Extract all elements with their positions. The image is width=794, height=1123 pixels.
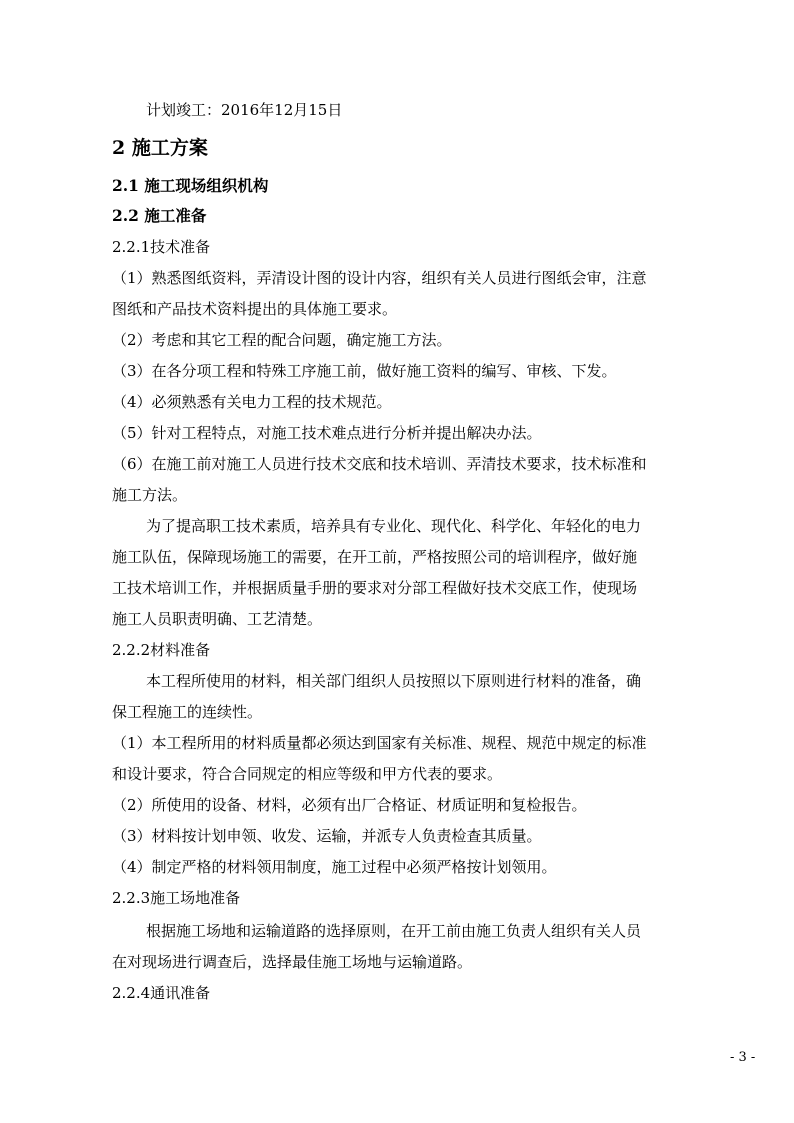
paragraph-line: 为了提高职工技术素质，培养具有专业化、现代化、科学化、年轻化的电力 [146,517,642,535]
section-2-2-4-heading: 2.2.4通讯准备 [112,984,211,1002]
section-2-2-3-heading: 2.2.3施工场地准备 [112,889,241,907]
list-item: 施工方法。 [112,486,188,504]
paragraph-line: 施工队伍，保障现场施工的需要，在开工前，严格按照公司的培训程序，做好施 [112,548,638,566]
list-item: （2）所使用的设备、材料，必须有出厂合格证、材质证明和复检报告。 [112,796,587,814]
list-item: （3）在各分项工程和特殊工序施工前，做好施工资料的编写、审核、下发。 [112,362,617,380]
list-item: （3）材料按计划申领、收发、运输，并派专人负责检查其质量。 [112,827,542,845]
list-item: （1）熟悉图纸资料，弄清设计图的设计内容，组织有关人员进行图纸会审，注意 [112,269,647,287]
paragraph-line: 根据施工场地和运输道路的选择原则，在开工前由施工负责人组织有关人员 [146,922,642,940]
page-number: - 3 - [730,1050,756,1065]
section-2-heading: 2 施工方案 [112,137,208,159]
section-2-2-2-heading: 2.2.2材料准备 [112,641,211,659]
paragraph-line: 本工程所使用的材料，相关部门组织人员按照以下原则进行材料的准备，确 [146,672,642,690]
list-item: （2）考虑和其它工程的配合问题，确定施工方法。 [112,331,452,349]
list-item: （4）制定严格的材料领用制度，施工过程中必须严格按计划领用。 [112,858,557,876]
list-item: 图纸和产品技术资料提出的具体施工要求。 [112,300,398,318]
list-item: （5）针对工程特点，对施工技术难点进行分析并提出解决办法。 [112,424,542,442]
list-item: （6）在施工前对施工人员进行技术交底和技术培训、弄清技术要求，技术标准和 [112,455,647,473]
section-2-2-heading: 2.2 施工准备 [112,206,207,225]
paragraph-line: 施工人员职责明确、工艺清楚。 [112,610,323,628]
section-2-2-1-heading: 2.2.1技术准备 [112,238,211,256]
paragraph-line: 保工程施工的连续性。 [112,703,263,721]
completion-date-line: 计划竣工：2016年12月15日 [146,101,343,119]
paragraph-line: 工技术培训工作，并根据质量手册的要求对分部工程做好技术交底工作，使现场 [112,579,638,597]
list-item: （1）本工程所用的材料质量都必须达到国家有关标准、规程、规范中规定的标准 [112,734,647,752]
paragraph-line: 在对现场进行调查后，选择最佳施工场地与运输道路。 [112,953,473,971]
list-item: （4）必须熟悉有关电力工程的技术规范。 [112,393,392,411]
list-item: 和设计要求，符合合同规定的相应等级和甲方代表的要求。 [112,765,503,783]
section-2-1-heading: 2.1 施工现场组织机构 [112,176,269,195]
